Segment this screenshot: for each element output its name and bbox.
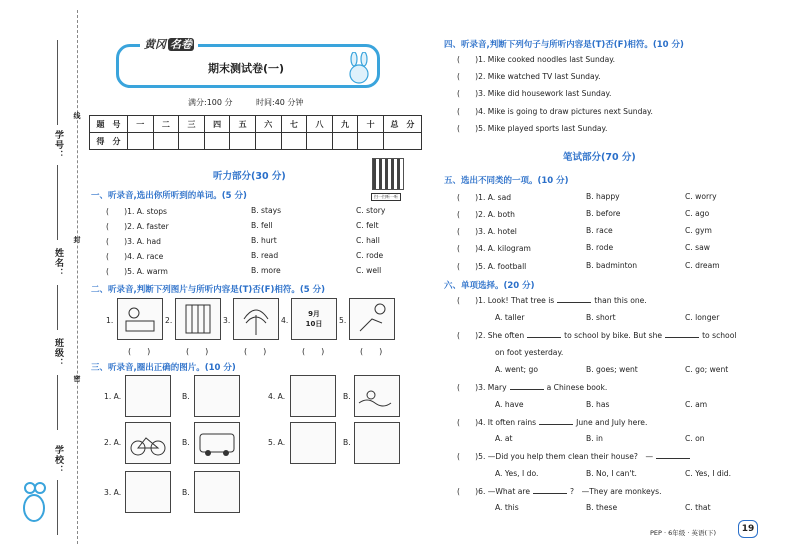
q-option: A. taller [495,313,525,322]
q-option: B. read [251,251,279,260]
pic-number: 2. [165,316,173,325]
statement-item: ( )1. Mike cooked noodles last Sunday. [457,55,616,64]
score-cell: 题 号 [90,116,128,133]
answer-parens[interactable]: ( ) [128,347,151,356]
full-score: 满分:100 分 [188,98,233,107]
q-option: B. race [586,226,613,235]
rabbit-mascot-icon [344,52,374,86]
q-option: C. Yes, I did. [685,469,732,478]
exam-time: 时间:40 分钟 [256,98,304,107]
score-input-cell[interactable] [128,133,154,150]
q-option: C. hall [356,236,380,245]
pic-number: 4. [281,316,289,325]
school-label: 学校： [53,445,63,475]
qr-code [372,158,404,190]
q-option: B. rode [586,243,614,252]
q-option: B. stays [251,206,282,215]
calendar-month: 9月 [308,310,320,318]
answer-parens[interactable]: ( ) [244,347,267,356]
score-table-score-row [90,133,422,150]
score-cell: 九 [332,116,358,133]
choice-label: B. [182,392,190,401]
q-option: C. well [356,266,382,275]
answer-blank[interactable] [510,389,544,390]
q-option: B. No, I can't. [586,469,637,478]
q-option: C. longer [685,313,720,322]
statement-item: ( )4. Mike is going to draw pictures next Sunday. [457,107,653,116]
close-mark: 密 [73,375,81,383]
choice-label: 4. A. [268,392,286,401]
q-option: B. in [586,434,603,443]
swimming-picture[interactable] [354,375,400,417]
choice-label: 5. A. [268,438,286,447]
score-input-cell[interactable] [332,133,358,150]
mc-question-cont: on foot yesterday. [495,348,564,357]
q-option: C. that [685,503,711,512]
score-cell: 六 [255,116,281,133]
choice-label: 2. A. [104,438,122,447]
section6-title: 六、单项选择。(20 分) [444,281,535,291]
building-picture [175,298,221,340]
choice-label: B. [343,438,351,447]
washing-picture[interactable] [194,471,240,513]
q-number: ( )5. A. football [457,262,527,271]
name-label: 姓名： [53,248,63,278]
score-input-cell[interactable] [307,133,333,150]
q-option: C. gym [685,226,712,235]
score-input-cell[interactable] [230,133,256,150]
written-title: 笔试部分(70 分) [563,152,636,163]
mascot-icon [18,478,50,524]
school-number-field[interactable] [57,40,58,125]
q-option: C. go; went [685,365,729,374]
girls-picture[interactable] [194,375,240,417]
q-option: C. am [685,400,708,409]
section1-title: 一、听录音,选出你所听到的单词。(5 分) [91,191,247,201]
score-cell: 三 [179,116,205,133]
line-mark: 线 [73,112,81,120]
mc-question: ( )2. She often to school by bike. But she to school [457,331,737,340]
name-field[interactable] [57,285,58,330]
pic-number: 3. [223,316,231,325]
score-input-cell[interactable] [383,133,421,150]
score-input-cell[interactable] [281,133,307,150]
q-option: B. more [251,266,281,275]
score-input-cell[interactable] [153,133,179,150]
answer-blank[interactable] [539,424,573,425]
q-number: ( )3. A. had [106,237,161,246]
score-cell: 总 分 [383,116,421,133]
qr-caption: 扫一扫听一听 [371,193,401,201]
answer-parens[interactable]: ( ) [302,347,325,356]
choice-label: B. [182,488,190,497]
q-option: A. have [495,400,524,409]
pic-number: 5. [339,316,347,325]
score-table [89,115,422,150]
q-option: B. hurt [251,236,277,245]
q-number: ( )1. A. sad [457,193,512,202]
q-option: B. has [586,400,610,409]
score-cell: 五 [230,116,256,133]
mc-question: ( )4. It often rains June and July here. [457,418,648,427]
answer-blank[interactable] [656,458,690,459]
q-option: B. before [586,209,621,218]
reading-picture [117,298,163,340]
score-cell: 十 [358,116,384,133]
school-field[interactable] [57,480,58,535]
q-option: A. at [495,434,513,443]
child-eating-picture[interactable] [125,471,171,513]
score-input-cell[interactable] [179,133,205,150]
children-picture[interactable] [125,375,171,417]
statement-item: ( )3. Mike did housework last Sunday. [457,89,612,98]
q-option: A. went; go [495,365,539,374]
mc-question: ( )5. —Did you help them clean their house? — [457,451,693,462]
pic-number: 1. [106,316,114,325]
school-number-label: 学号： [53,130,63,160]
q-number: ( )5. A. warm [106,267,168,276]
mc-question: ( )3. Mary a Chinese book. [457,383,608,392]
score-cell: 二 [153,116,179,133]
answer-blank[interactable] [557,302,591,303]
q-option: C. felt [356,221,379,230]
section2-title: 二、听录音,判断下列图片与所听内容是(T)否(F)相符。(5 分) [91,285,326,295]
q-number: ( )4. A. race [106,252,164,261]
q-option: C. story [356,206,386,215]
choice-label: 3. A. [104,488,122,497]
page-title: 期末测试卷(一) [208,62,285,75]
q-number: ( )1. A. stops [106,207,168,216]
choice-label: 1. A. [104,392,122,401]
statement-item: ( )2. Mike watched TV last Sunday. [457,72,601,81]
answer-parens[interactable]: ( ) [186,347,209,356]
q-option: C. worry [685,192,717,201]
statement-item: ( )5. Mike played sports last Sunday. [457,124,608,133]
score-table-header-row [90,116,422,133]
q-number: ( )2. A. both [457,210,515,219]
q-option: B. short [586,313,616,322]
q-option: B. these [586,503,618,512]
answer-blank[interactable] [533,493,567,494]
answer-blank[interactable] [665,337,699,338]
bike-picture[interactable] [125,422,171,464]
q-number: ( )4. A. kilogram [457,244,531,253]
q-number: ( )2. A. faster [106,222,169,231]
score-cell: 八 [307,116,333,133]
choice-label: B. [182,438,190,447]
listening-title: 听力部分(30 分) [213,171,286,182]
binding-dashed-line [77,10,78,544]
name-field-top [57,165,58,240]
q-option: A. this [495,503,519,512]
calendar-picture [291,298,337,340]
q-option: C. ago [685,209,710,218]
q-option: C. on [685,434,705,443]
brand-logo: 黄冈 名卷 [140,36,198,52]
bus-picture[interactable] [194,422,240,464]
exercise-picture [349,298,395,340]
q-option: C. saw [685,243,710,252]
class-label: 班级： [53,338,63,368]
calendar-day: 10日 [305,320,323,328]
score-input-cell[interactable] [204,133,230,150]
score-cell: 一 [128,116,154,133]
score-input-cell[interactable] [255,133,281,150]
nurse-picture[interactable] [290,422,336,464]
answer-blank[interactable] [527,337,561,338]
seal-mark: 封 [73,236,81,244]
score-cell: 四 [204,116,230,133]
q-option: B. goes; went [586,365,638,374]
section5-title: 五、选出不同类的一项。(10 分) [444,176,569,186]
mc-question: ( )6. —What are ? —They are monkeys. [457,487,662,496]
class-field[interactable] [57,375,58,430]
q-option: C. rode [356,251,384,260]
cook-picture[interactable] [290,375,336,417]
q-option: B. fell [251,221,273,230]
q-option: B. badminton [586,261,638,270]
section3-title: 三、听录音,圈出正确的图片。(10 分) [91,363,236,373]
choice-label: B. [343,392,351,401]
score-input-cell[interactable] [358,133,384,150]
score-cell: 得 分 [90,133,128,150]
hiker-picture[interactable] [354,422,400,464]
q-option: C. dream [685,261,720,270]
tree-picture [233,298,279,340]
answer-parens[interactable]: ( ) [360,347,383,356]
page-number: 19 [738,520,758,538]
q-option: A. Yes, I do. [495,469,539,478]
score-cell: 七 [281,116,307,133]
mc-question: ( )1. Look! That tree is than this one. [457,296,647,305]
q-option: B. happy [586,192,620,201]
footer-text: PEP · 6年级 · 英语(下) [650,529,717,537]
q-number: ( )3. A. hotel [457,227,517,236]
section4-title: 四、听录音,判断下列句子与所听内容是(T)否(F)相符。(10 分) [444,40,684,50]
